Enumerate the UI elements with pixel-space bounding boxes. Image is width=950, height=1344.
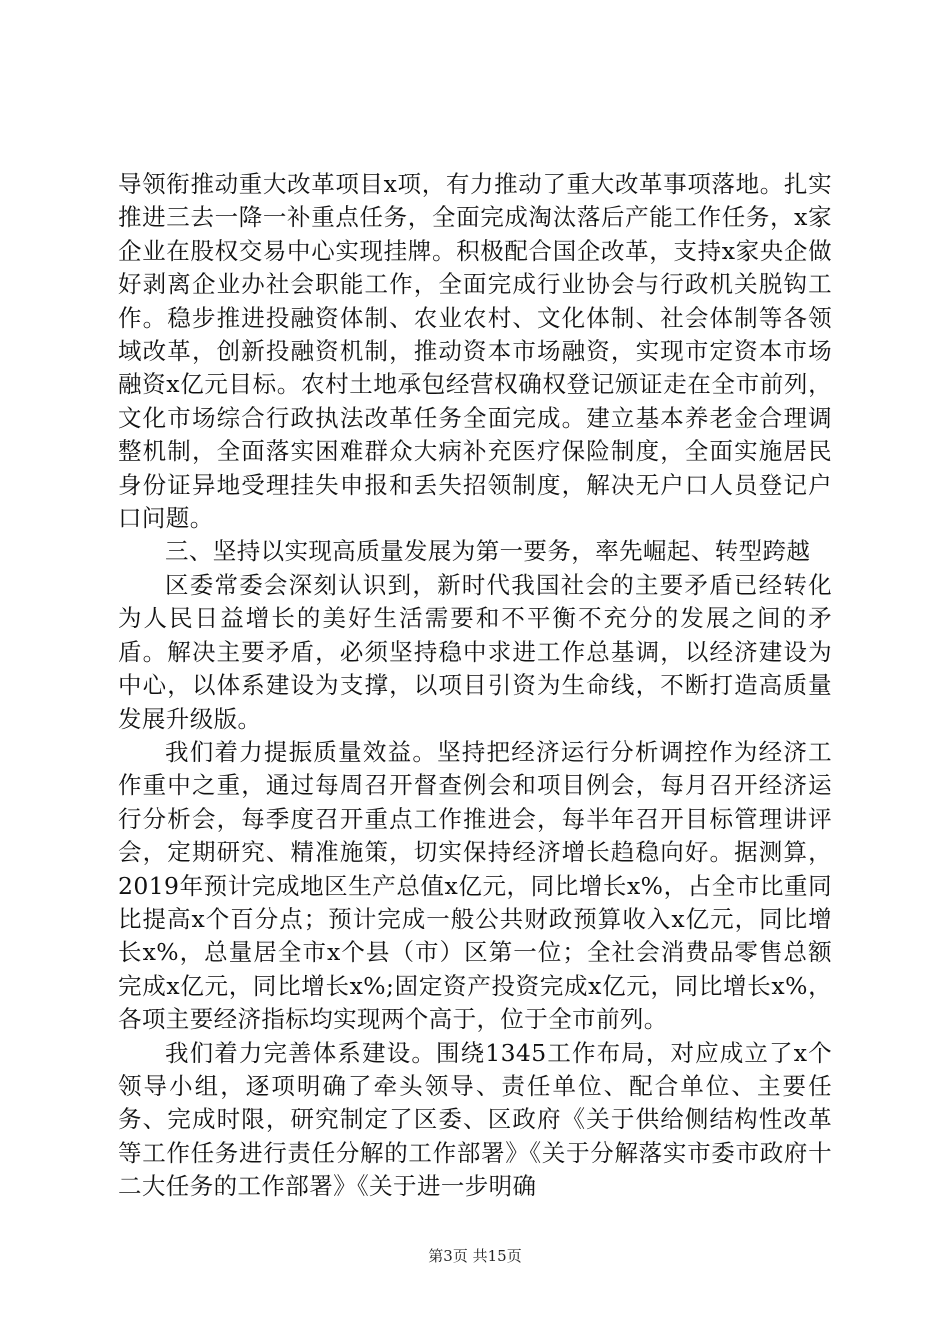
paragraph-main-contradiction: 区委常委会深刻认识到，新时代我国社会的主要矛盾已经转化为人民日益增长的美好生活需要和不平衡不充分的发展之间的矛盾。解决主要矛盾，必须坚持稳中求进工作总基调，以经济建设为中心，以体系建设为支撑，以项目引资为生命线，不断打造高质量发展升级版。 [118, 570, 832, 733]
paragraph-reform-continued: 导领衔推动重大改革项目x项，有力推动了重大改革事项落地。扎实推进三去一降一补重点任务，全面完成淘汰落后产能工作任务，x家企业在股权交易中心实现挂牌。积极配合国企改革，支持x家央企做好剥离企业办社会职能工作，全面完成行业协会与行政机关脱钩工作。稳步推进投融资体制、农业农村、文化体制、社会体制等各领域改革，创新投融资机制，推动资本市场融资，实现市定资本市场融资x亿元目标。农村土地承包经营权确权登记颁证走在全市前列，文化市场综合行政执法改革任务全面完成。建立基本养老金合理调整机制，全面落实困难群众大病补充医疗保险制度，全面实施居民身份证异地受理挂失申报和丢失招领制度，解决无户口人员登记户口问题。 [118, 170, 832, 533]
page-number-footer: 第3页 共15页 [428, 1247, 522, 1265]
paragraph-system-building: 我们着力完善体系建设。围绕1345工作布局，对应成立了x个领导小组，逐项明确了牵头领导、责任单位、配合单位、主要任务、完成时限，研究制定了区委、区政府《关于供给侧结构性改革等工作任务进行责任分解的工作部署》《关于分解落实市委市政府十二大任务的工作部署》《关于进一步明确 [118, 1038, 832, 1201]
paragraph-quality-efficiency: 我们着力提振质量效益。坚持把经济运行分析调控作为经济工作重中之重，通过每周召开督查例会和项目例会，每月召开经济运行分析会，每季度召开重点工作推进会，每半年召开目标管理讲评会，定期研究、精准施策，切实保持经济增长趋稳向好。据测算，2019年预计完成地区生产总值x亿元，同比增长x%，占全市比重同比提高x个百分点；预计完成一般公共财政预算收入x亿元，同比增长x%，总量居全市x个县（市）区第一位；全社会消费品零售总额完成x亿元，同比增长x%;固定资产投资完成x亿元，同比增长x%，各项主要经济指标均实现两个高于，位于全市前列。 [118, 737, 832, 1034]
document-body [118, 168, 832, 1204]
section-heading-three: 三、坚持以实现高质量发展为第一要务，率先崛起、转型跨越 [165, 537, 811, 566]
